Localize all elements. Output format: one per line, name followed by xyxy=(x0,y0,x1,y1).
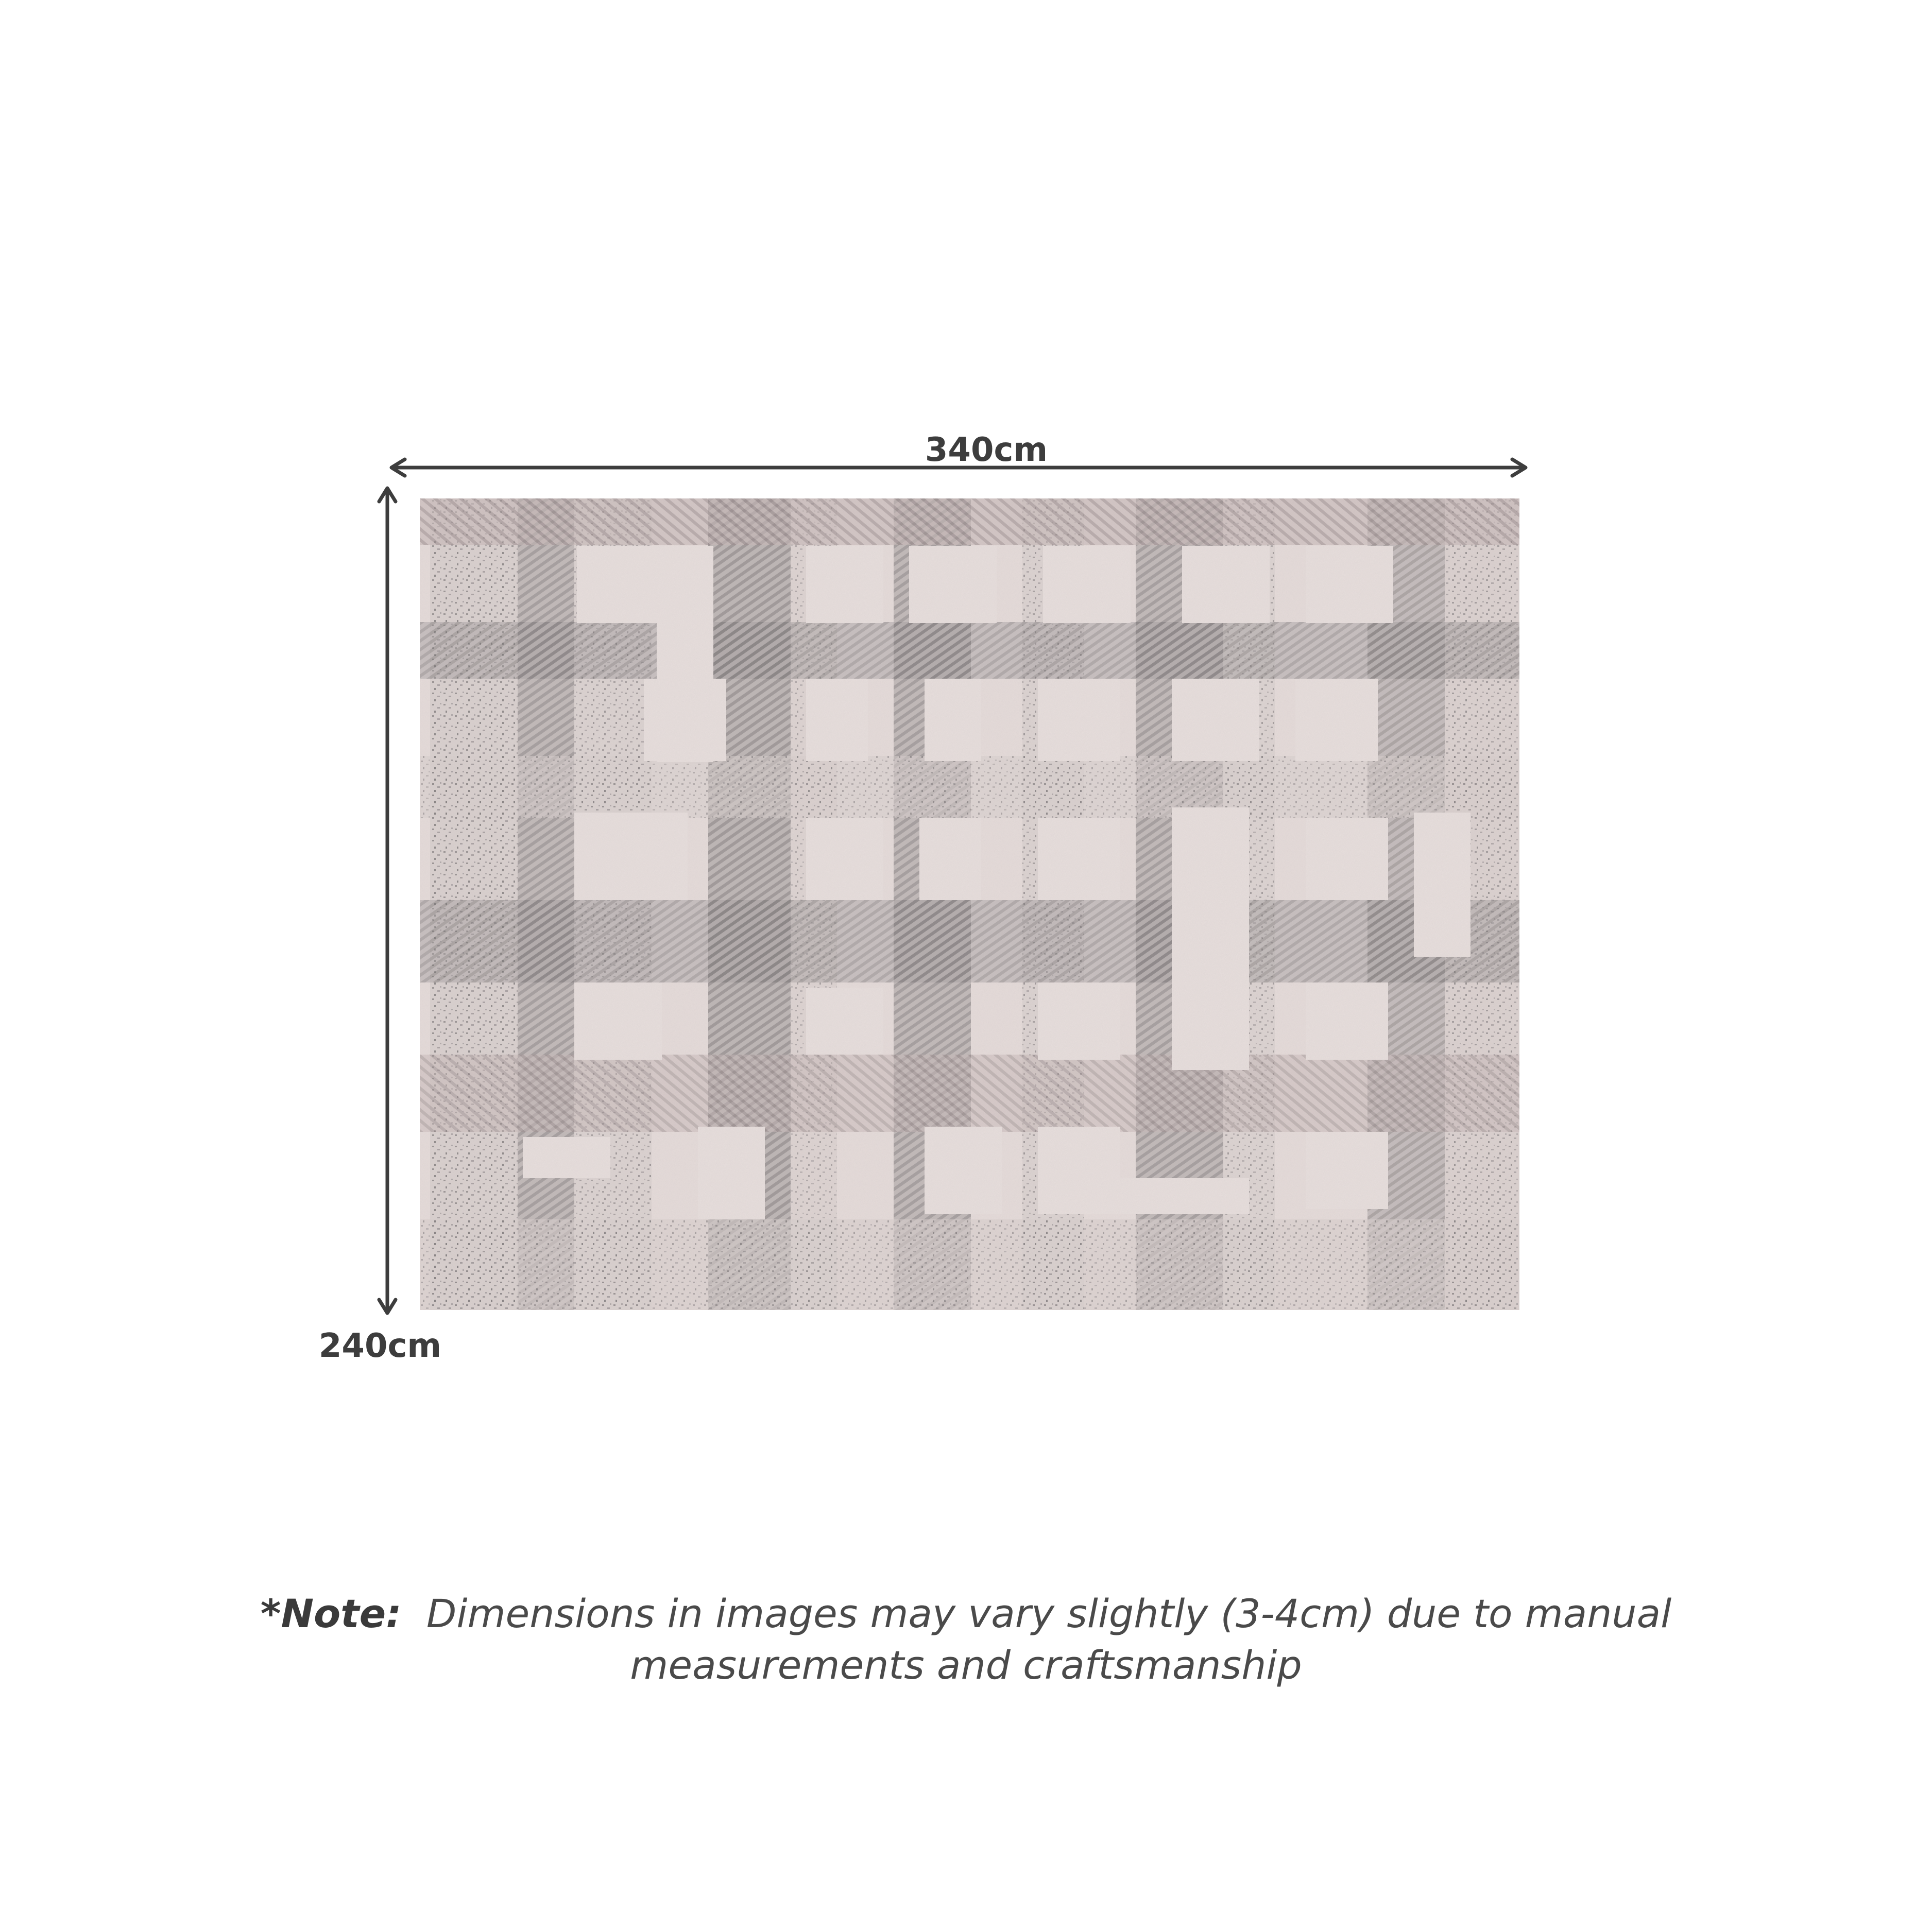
note-prefix: *Note: xyxy=(260,1591,402,1636)
height-arrow xyxy=(379,488,396,1313)
note-line-1 xyxy=(0,1588,1932,1640)
width-dimension-label: 340cm xyxy=(925,431,1048,469)
note-text-line-1: Dimensions in images may vary slightly (3-4cm) due to manual xyxy=(426,1591,1672,1636)
rug-image xyxy=(420,498,1519,1310)
height-dimension-label: 240cm xyxy=(318,1327,442,1365)
dimensions-note xyxy=(0,1588,1932,1691)
note-text-line-2: measurements and craftsmanship xyxy=(630,1642,1302,1688)
